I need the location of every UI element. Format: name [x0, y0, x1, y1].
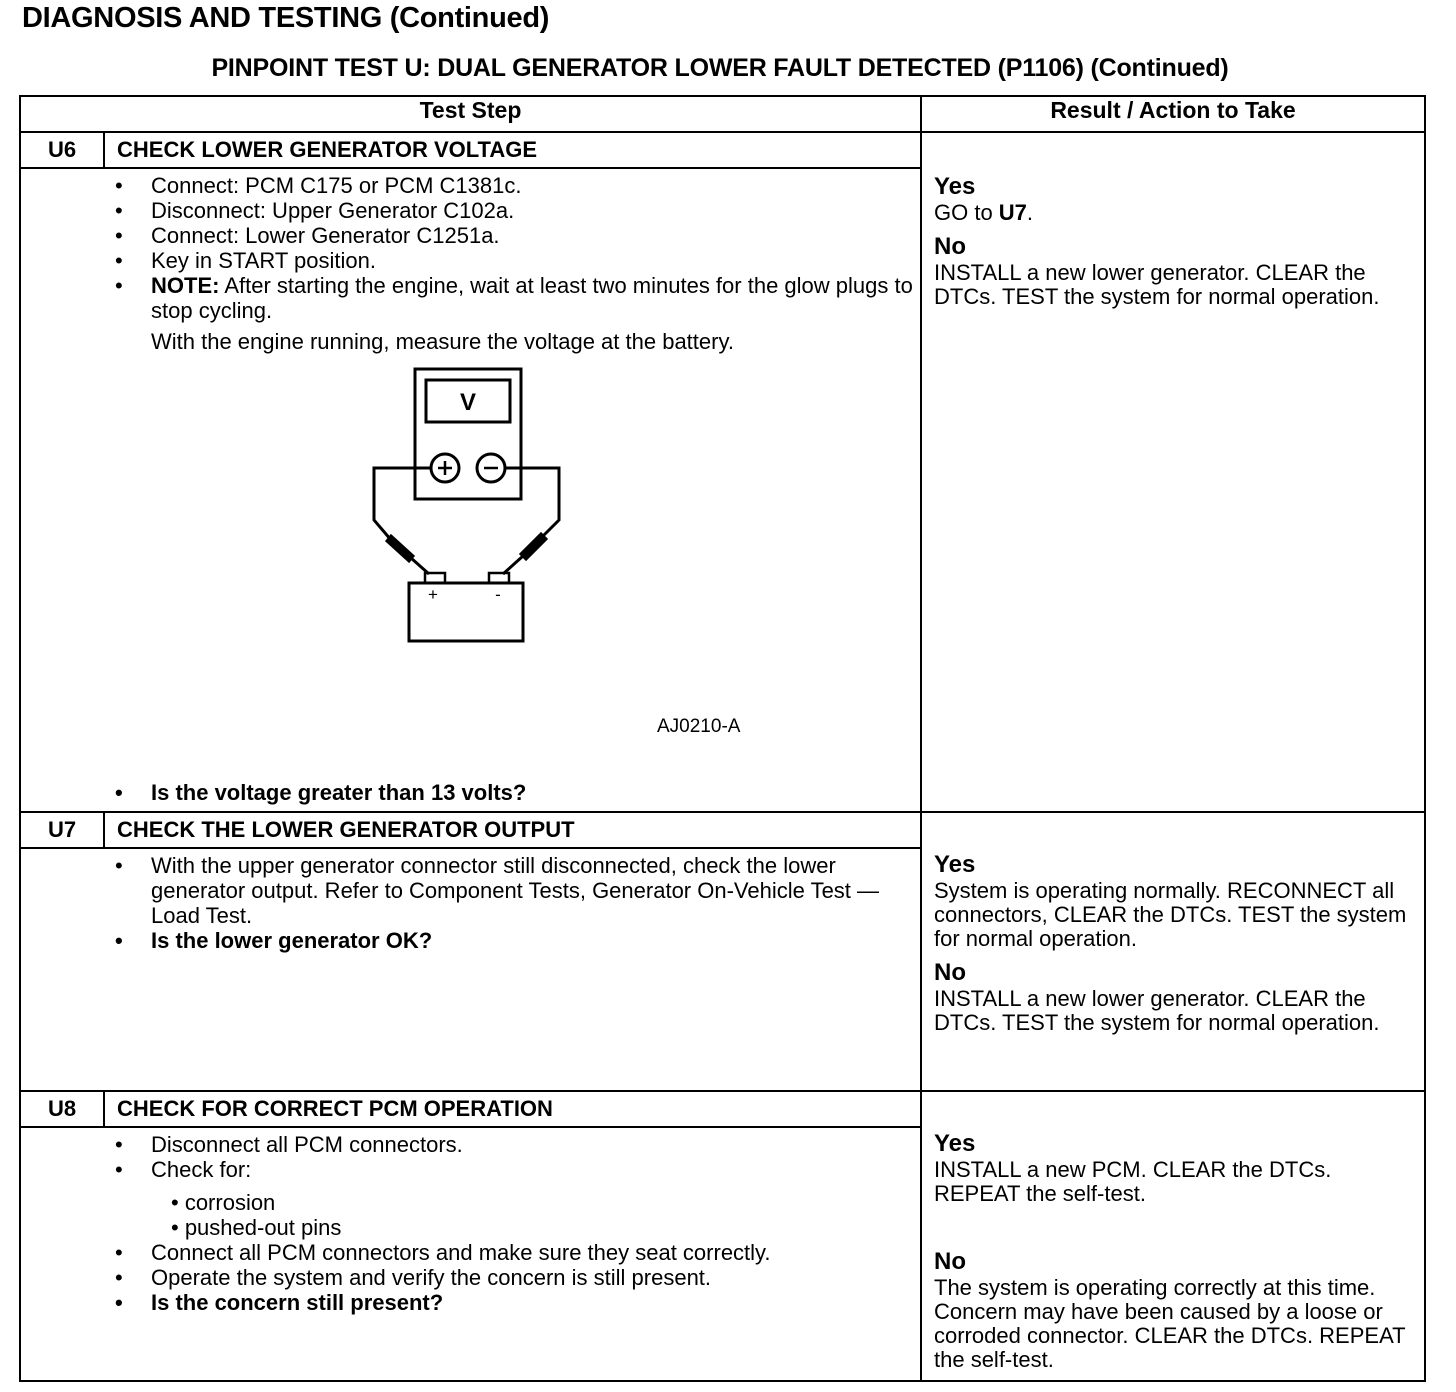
no-action: The system is operating correctly at this time. Concern may have been caused by a loose or corroded connector. CLEAR the DTCs. REPEAT the self-test.	[934, 1275, 1406, 1372]
no-label: No	[934, 1248, 966, 1275]
yes-action: INSTALL a new PCM. CLEAR the DTCs. REPEAT the self-test.	[934, 1157, 1332, 1206]
test-step-cell-u8	[20, 1091, 921, 1381]
note-label: NOTE:	[151, 273, 220, 298]
step-list-u8	[21, 1128, 920, 1321]
step-title: CHECK FOR CORRECT PCM OPERATION	[117, 1096, 553, 1121]
list-item: • Disconnect all PCM connectors.	[115, 1132, 920, 1157]
test-step-cell-u6	[20, 132, 921, 812]
result-cell-u6	[921, 132, 1425, 812]
yes-label: Yes	[934, 851, 976, 878]
list-item-question: • Is the concern still present?	[115, 1290, 920, 1315]
step-title: CHECK THE LOWER GENERATOR OUTPUT	[117, 817, 575, 842]
list-item	[115, 1157, 920, 1240]
yes-action: System is operating normally. RECONNECT all connectors, CLEAR the DTCs. TEST the system for normal operation.	[934, 878, 1407, 951]
step-title: CHECK LOWER GENERATOR VOLTAGE	[117, 137, 538, 162]
sublist-item: • pushed-out pins	[171, 1215, 342, 1240]
list-item: • Connect all PCM connectors and make sure they seat correctly.	[115, 1240, 920, 1265]
page-title: DIAGNOSIS AND TESTING (Continued)	[22, 2, 550, 34]
measure-instruction: With the engine running, measure the voltage at the battery.	[151, 329, 734, 354]
voltmeter-display-label: V	[459, 389, 477, 416]
list-item: • Connect: Lower Generator C1251a.	[115, 223, 920, 248]
column-header-result: Result / Action to Take	[921, 96, 1425, 132]
result-u8	[922, 1092, 1424, 1372]
battery-plus-label: +	[428, 585, 438, 604]
yes-action-end: .	[1026, 200, 1034, 225]
pinpoint-test-table	[19, 95, 1426, 1382]
test-step-cell-u7	[20, 812, 921, 1091]
negative-probe	[503, 534, 546, 574]
yes-label: Yes	[934, 1130, 976, 1157]
note-text: After starting the engine, wait at least two minutes for the glow plugs to stop cycling.	[151, 273, 913, 323]
no-action: INSTALL a new lower generator. CLEAR the DTCs. TEST the system for normal operation.	[934, 986, 1380, 1035]
result-u7	[922, 813, 1424, 1035]
step-heading-u8	[21, 1092, 920, 1128]
table-header-row	[20, 96, 1425, 132]
voltmeter-battery-diagram	[21, 360, 920, 780]
list-item: • With the upper generator connector still disconnected, check the lower generator output. Refer to Component Tests, Generator On-Vehicle Test — Load Test.	[115, 853, 920, 928]
list-item: • Disconnect: Upper Generator C102a.	[115, 198, 920, 223]
result-cell-u7	[921, 812, 1425, 1091]
negative-lead	[505, 468, 559, 538]
step-id: U6	[21, 133, 105, 167]
table-row-u8	[20, 1091, 1425, 1381]
battery-icon	[409, 583, 523, 641]
battery-minus-label: -	[495, 585, 501, 604]
check-for-sublist	[151, 1190, 920, 1240]
step-id: U7	[21, 813, 105, 847]
step-id: U8	[21, 1092, 105, 1126]
positive-lead	[374, 468, 431, 540]
step-heading-u7	[21, 813, 920, 849]
list-item: • Key in START position.	[115, 248, 920, 273]
check-for-label: Check for:	[151, 1157, 252, 1182]
step-list-u6	[21, 169, 920, 360]
voltmeter-diagram-svg	[351, 366, 591, 656]
yes-action-text: GO to	[934, 200, 999, 225]
list-item-note	[115, 273, 920, 323]
result-u6	[922, 133, 1424, 309]
table-row-u6	[20, 132, 1425, 812]
step-heading-u6	[21, 133, 920, 169]
step-list-u7	[21, 849, 920, 959]
figure-id: AJ0210-A	[657, 716, 741, 737]
list-item: • Operate the system and verify the concern is still present.	[115, 1265, 920, 1290]
yes-action-ref: U7	[998, 200, 1027, 225]
no-label: No	[934, 233, 966, 260]
yes-label: Yes	[934, 173, 976, 200]
list-item-question: • Is the lower generator OK?	[115, 928, 920, 953]
table-row-u7	[20, 812, 1425, 1091]
no-label: No	[934, 959, 966, 986]
step-question-u6	[21, 780, 920, 811]
positive-probe	[387, 536, 429, 574]
column-header-test-step: Test Step	[20, 96, 921, 132]
sublist-item: • corrosion	[171, 1190, 276, 1215]
result-cell-u8	[921, 1091, 1425, 1381]
pinpoint-test-title: PINPOINT TEST U: DUAL GENERATOR LOWER FAULT DETECTED (P1106) (Continued)	[211, 54, 1229, 82]
yes-action	[934, 201, 1412, 225]
list-item-question: • Is the voltage greater than 13 volts?	[115, 780, 920, 805]
list-item: • Connect: PCM C175 or PCM C1381c.	[115, 173, 920, 198]
no-action: INSTALL a new lower generator. CLEAR the DTCs. TEST the system for normal operation.	[934, 260, 1380, 309]
